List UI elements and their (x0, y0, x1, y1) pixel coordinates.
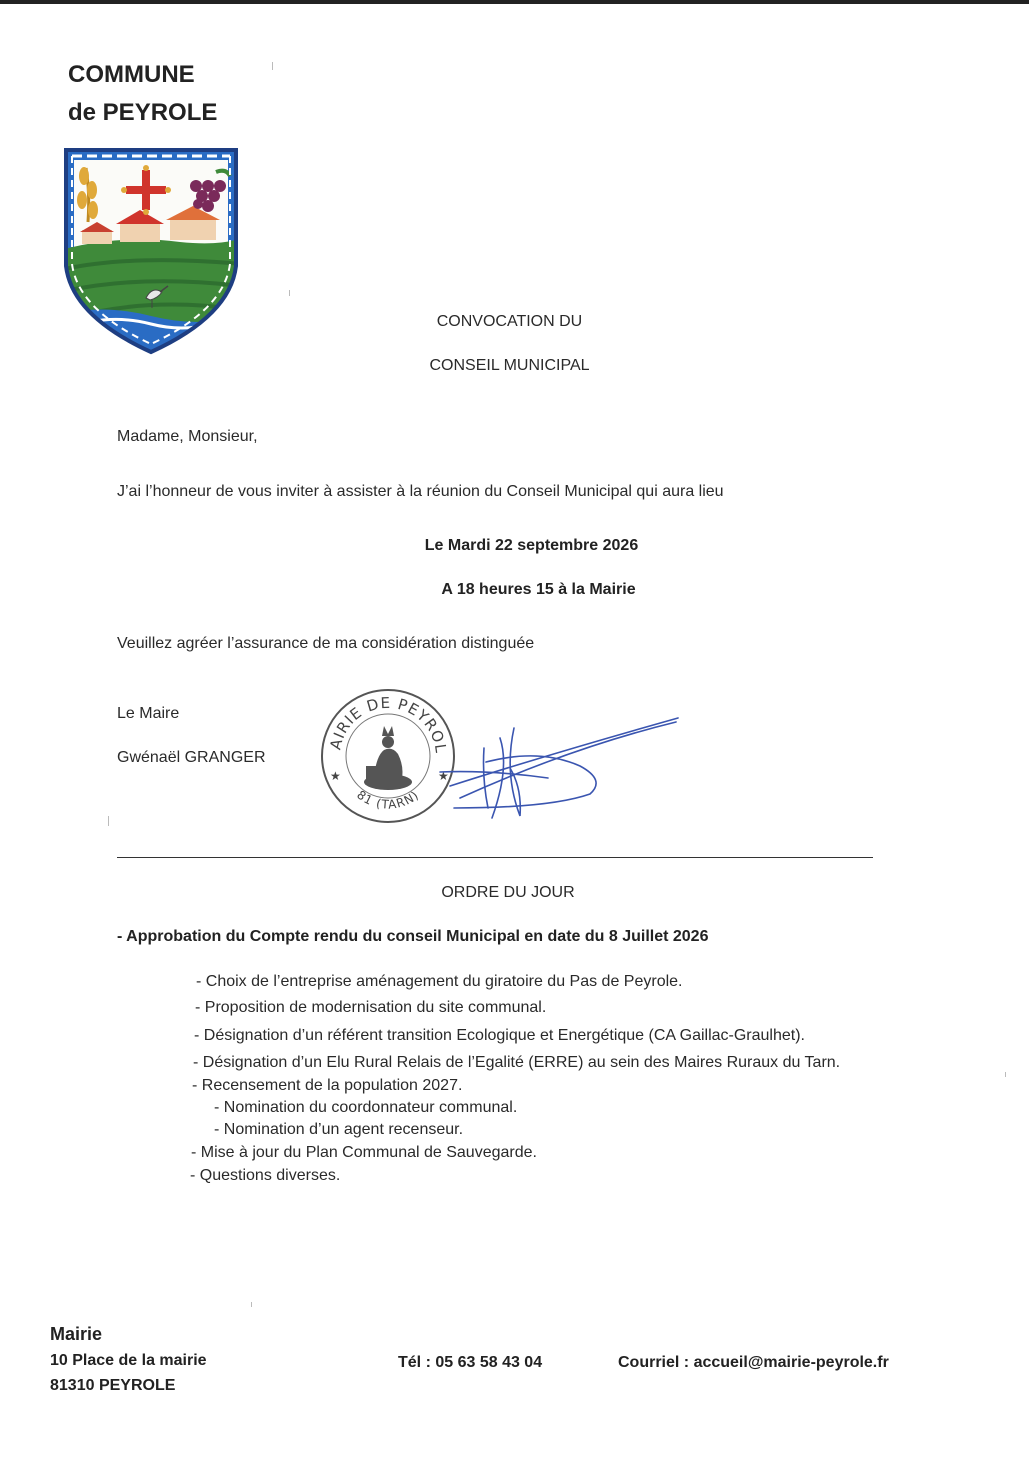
commune-name (68, 56, 217, 132)
scan-speck (108, 816, 109, 826)
svg-text:81 (TARN) (354, 788, 422, 812)
salutation: Madame, Monsieur, (117, 428, 258, 445)
separator-line (117, 857, 873, 858)
agenda-heading: ORDRE DU JOUR (441, 884, 575, 901)
stamp-text-bottom: 81 (TARN) (354, 787, 422, 812)
document-title-line-2: CONSEIL MUNICIPAL (429, 357, 590, 374)
meeting-time-place: A 18 heures 15 à la Mairie (441, 581, 636, 598)
commune-line-2: de PEYROLE (68, 99, 218, 126)
document-title-line-1: CONVOCATION DU (436, 313, 583, 330)
footer-email: Courriel : accueil@mairie-peyrole.fr (618, 1354, 889, 1371)
agenda-item: - Questions diverses. (190, 1167, 341, 1184)
signature-icon (430, 708, 690, 828)
agenda-item: - Recensement de la population 2027. (192, 1077, 463, 1094)
agenda-item: - Désignation d’un référent transition Ecologique et Energétique (CA Gaillac-Graulhet). (194, 1027, 805, 1044)
scan-speck (251, 1302, 252, 1307)
signatory-name: Gwénaël GRANGER (117, 749, 266, 766)
intro-paragraph: J’ai l’honneur de vous inviter à assister à la réunion du Conseil Municipal qui aura lieu (117, 483, 724, 500)
agenda-item: - Mise à jour du Plan Communal de Sauvegarde. (191, 1144, 537, 1161)
footer-address-line-1: 10 Place de la mairie (50, 1352, 207, 1369)
agenda-main-item: - Approbation du Compte rendu du conseil Municipal en date du 8 Juillet 2026 (117, 928, 709, 945)
scan-top-border (0, 0, 1029, 4)
agenda-subitem: - Nomination d’un agent recenseur. (214, 1121, 464, 1138)
scan-speck (272, 62, 273, 70)
signatory-title: Le Maire (117, 705, 180, 722)
footer-phone: Tél : 05 63 58 43 04 (398, 1354, 543, 1371)
stamp-text-top: AIRIE DE PEYROL (326, 693, 451, 755)
footer-address-line-2: 81310 PEYROLE (50, 1377, 176, 1394)
scan-speck (1005, 1072, 1006, 1077)
agenda-item: - Proposition de modernisation du site communal. (195, 999, 547, 1016)
agenda-item: - Choix de l’entreprise aménagement du giratoire du Pas de Peyrole. (196, 973, 683, 990)
svg-text:★: ★ (330, 769, 341, 783)
scan-speck (289, 290, 290, 296)
meeting-date: Le Mardi 22 septembre 2026 (424, 537, 639, 554)
closing-formula: Veuillez agréer l’assurance de ma considération distinguée (117, 635, 535, 652)
svg-text:★: ★ (438, 769, 449, 783)
agenda-subitem: - Nomination du coordonnateur communal. (214, 1099, 518, 1116)
commune-line-1: COMMUNE (68, 61, 195, 88)
agenda-item: - Désignation d’un Elu Rural Relais de l’Egalité (ERRE) au sein des Maires Ruraux du Tarn. (193, 1054, 841, 1071)
footer-mairie: Mairie (50, 1324, 103, 1344)
